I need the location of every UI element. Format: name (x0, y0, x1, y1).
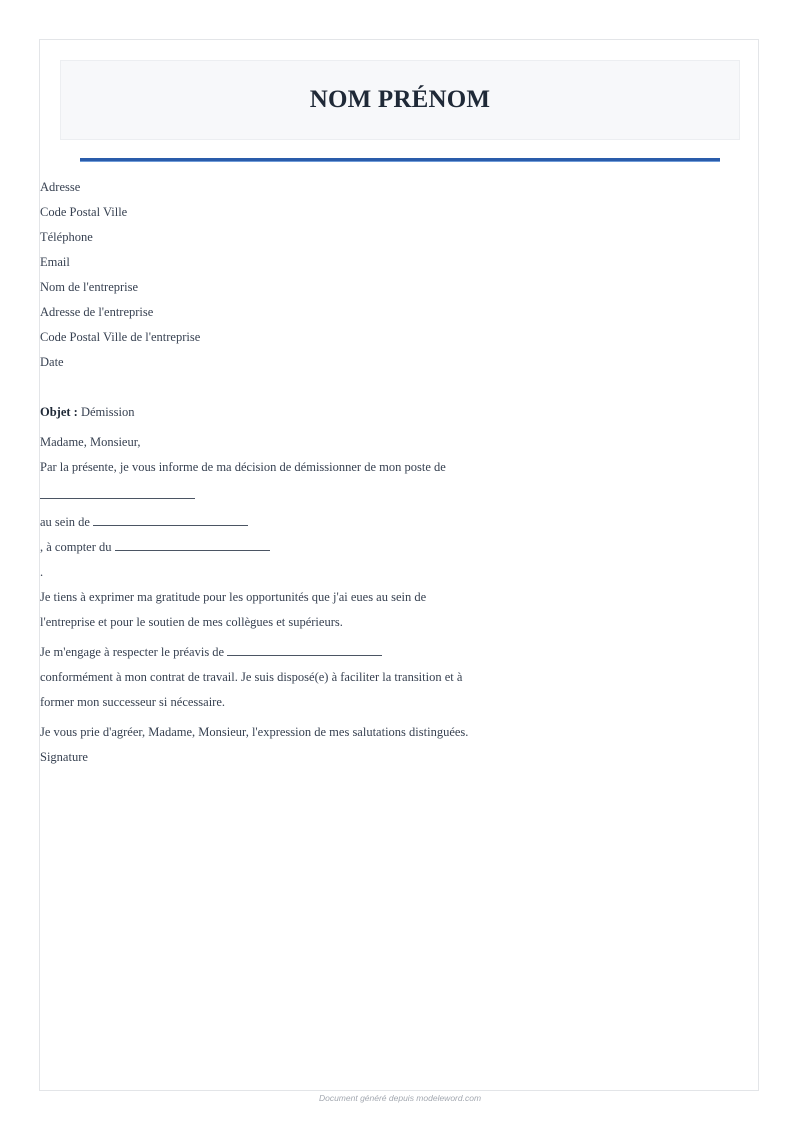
header-banner (60, 60, 740, 140)
au-sein-text: au sein de (40, 515, 94, 529)
position-blank (40, 482, 195, 499)
paragraph-2-line-1: Je tiens à exprimer ma gratitude pour les opportunités que j'ai eues au sein de (40, 590, 427, 604)
sender-postal-city: Code Postal Ville (40, 205, 128, 219)
paragraph-1-blank-line (40, 480, 680, 510)
footer-credit: Document généré depuis modeleword.com (318, 1093, 482, 1103)
company-postal-city: Code Postal Ville de l'entreprise (40, 330, 201, 344)
accent-divider (80, 158, 720, 162)
paragraph-1-company (40, 510, 680, 535)
paragraph-3-intro (40, 640, 680, 665)
sender-phone: Téléphone (40, 230, 93, 244)
letter-content (40, 175, 680, 770)
company-name: Nom de l'entreprise (40, 280, 139, 294)
subject-line (40, 400, 680, 425)
recipient-block (40, 275, 680, 375)
letter-date: Date (40, 355, 64, 369)
sender-email: Email (40, 255, 70, 269)
company-blank (93, 512, 248, 526)
sender-name-title: NOM PRÉNOM (309, 86, 491, 113)
preavis-text: Je m'engage à respecter le préavis de (40, 645, 228, 659)
paragraph-2-line-2: l'entreprise et pour le soutien de mes collègues et supérieurs. (40, 615, 343, 629)
paragraph-1-intro: Par la présente, je vous informe de ma décision de démissionner de mon poste de (40, 460, 446, 474)
sender-block (40, 175, 680, 275)
company-address: Adresse de l'entreprise (40, 305, 154, 319)
start-date-blank (115, 537, 270, 551)
closing-formula: Je vous prie d'agréer, Madame, Monsieur, l'expression de mes salutations distinguées. (40, 725, 469, 739)
sender-address: Adresse (40, 180, 81, 194)
subject-value: Démission (80, 405, 135, 419)
subject-label: Objet : (40, 405, 78, 419)
notice-period-blank (227, 642, 382, 656)
salutation: Madame, Monsieur, (40, 435, 141, 449)
compter-text: , à compter du (40, 540, 115, 554)
paragraph-3-line-3: former mon successeur si nécessaire. (40, 695, 225, 709)
paragraph-1-start-date (40, 535, 680, 560)
paragraph-3-line-2: conformément à mon contrat de travail. Je suis disposé(e) à faciliter la transition et à (40, 670, 463, 684)
signature: Signature (40, 750, 88, 764)
paragraph-1-end: . (40, 565, 44, 579)
